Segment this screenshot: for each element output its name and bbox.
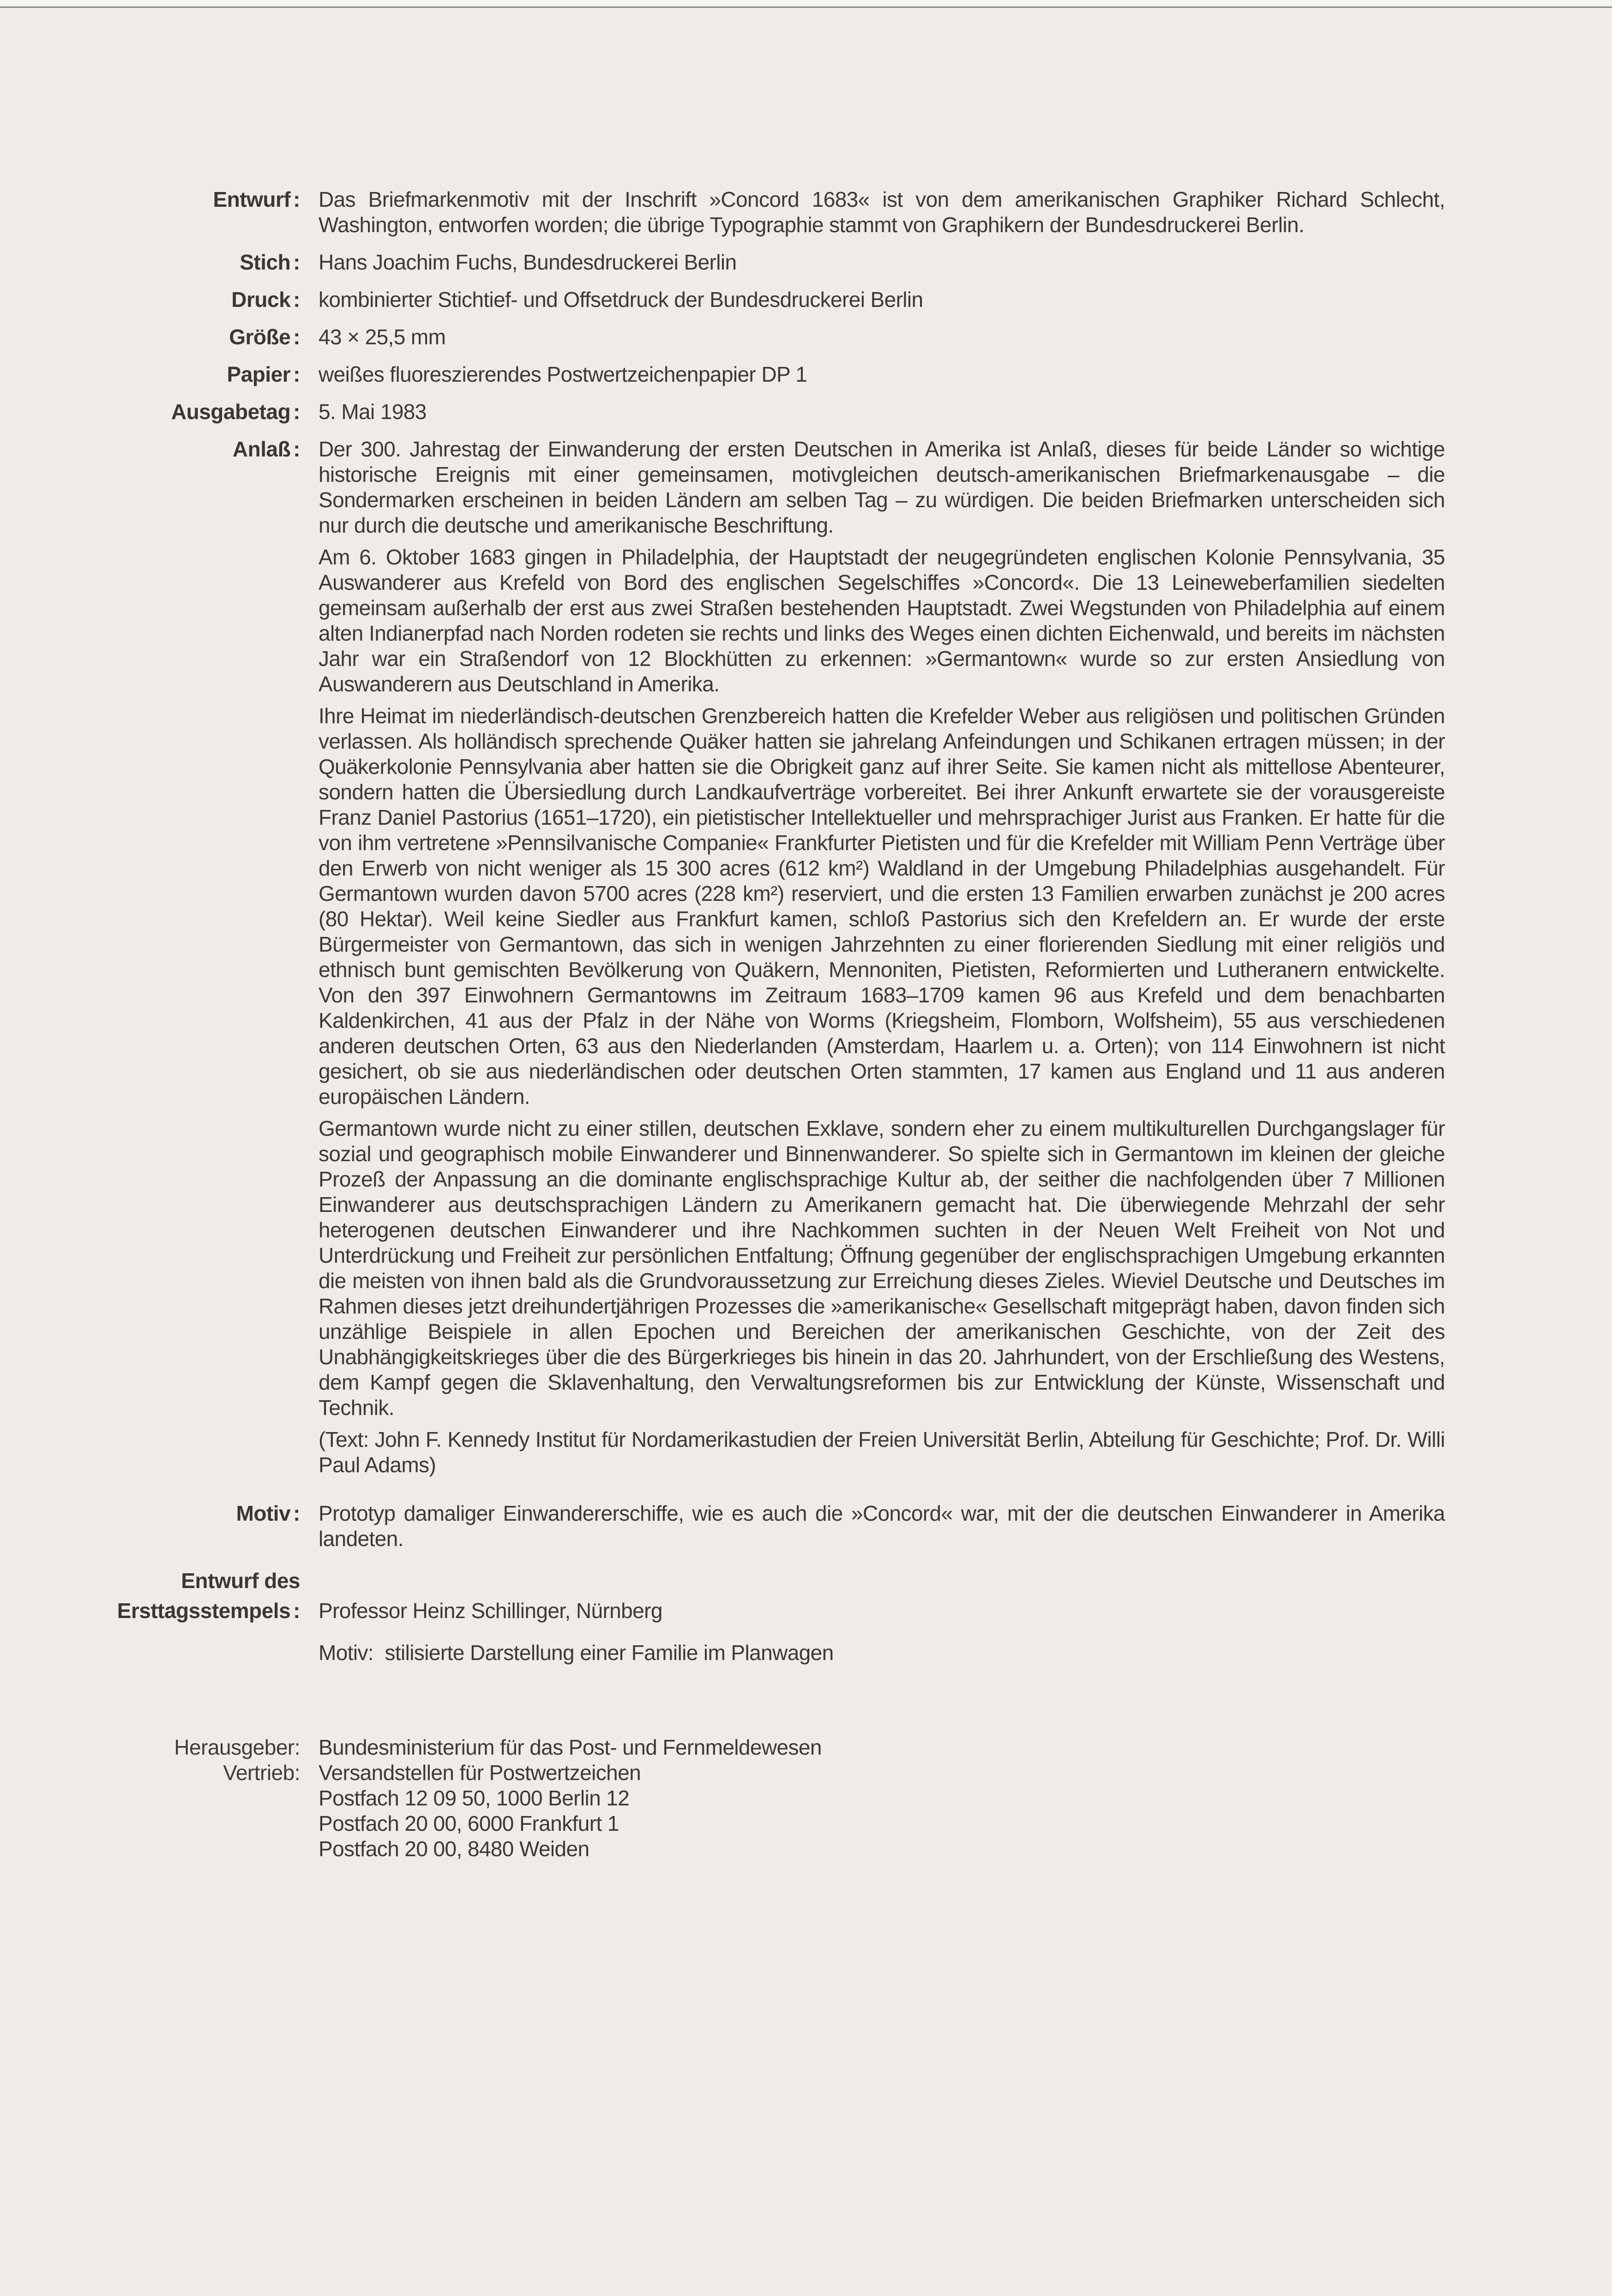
field-label: Druck [231, 288, 291, 312]
address-line: Postfach 12 09 50, 1000 Berlin 12 [319, 1786, 630, 1810]
field-value: Professor Heinz Schillinger, Nürnberg [319, 1599, 662, 1623]
field-stich: Stich : Hans Joachim Fuchs, Bundesdruckerei Berlin [0, 250, 1612, 275]
field-entwurf: Entwurf : Das Briefmarkenmotiv mit der Inschrift »Concord 1683« ist von dem amerikanischen Graphiker Richard Schlecht, Washington, entworfen worden; die übrige Typographie stammt von Graphikern der Bundesdruckerei Berlin. [213, 187, 1445, 237]
field-label: Papier [227, 362, 291, 386]
address-line: Postfach 20 00, 6000 Frankfurt 1 [319, 1811, 619, 1835]
field-value: Hans Joachim Fuchs, Bundesdruckerei Berlin [319, 250, 737, 274]
publisher-label: Herausgeber: [174, 1735, 300, 1759]
field-papier: Papier : weißes fluoreszierendes Postwertzeichenpapier DP 1 [0, 362, 1612, 387]
publisher-value: Bundesministerium für das Post- und Fernmeldewesen [319, 1735, 822, 1759]
publisher-footer [0, 1735, 1612, 1862]
address-line: Versandstellen für Postwertzeichen [319, 1761, 641, 1785]
field-label: Größe [229, 325, 291, 349]
field-value: Motiv: stilisierte Darstellung einer Familie im Planwagen [319, 1641, 834, 1665]
text-source-credit: (Text: John F. Kennedy Institut für Nordamerikastudien der Freien Universität Berlin, Abteilung für Geschichte; Prof. Dr. Willi Paul Adams) [319, 1427, 1445, 1477]
field-label: Anlaß [232, 437, 291, 461]
anlass-paragraph: Der 300. Jahrestag der Einwanderung der ersten Deutschen in Amerika ist Anlaß, dieses für beide Länder so wichtige historische Ereignis mit einer gemeinsamen, motivgleichen deutsch-amerikanischen Briefmarkenausgabe – die Sondermarken erscheinen in beiden Ländern am selben Tag – zu würdigen. Die beiden Briefmarken unterscheiden sich nur durch die deutsche und amerikanische Beschriftung. [319, 437, 1445, 537]
field-value: 5. Mai 1983 [319, 400, 427, 424]
field-value: kombinierter Stichtief- und Offsetdruck der Bundesdruckerei Berlin [319, 288, 923, 312]
field-label: Entwurf [213, 187, 291, 211]
field-label: Motiv [236, 1501, 291, 1525]
field-value: Das Briefmarkenmotiv mit der Inschrift »Concord 1683« ist von dem amerikanischen Graphiker Richard Schlecht, Washington, entworfen worden; die übrige Typographie stammt von Graphikern der Bundesdruckerei Berlin. [319, 187, 1445, 237]
field-ersttagsstempel-label-top [0, 1568, 1612, 1594]
field-ausgabetag: Ausgabetag : 5. Mai 1983 [0, 399, 1612, 425]
field-anlass: Anlaß : Der 300. Jahrestag der Einwanderung der ersten Deutschen in Amerika ist Anlaß, dieses für beide Länder so wichtige historische Ereignis mit einer gemeinsamen, motivgleichen deutsch-amerikanischen Briefmarkenausgabe – die Sondermarken erscheinen in beiden Ländern am selben Tag – zu würdigen. Die beiden Briefmarken unterscheiden sich nur durch die deutsche und amerikanische Beschriftung. Am 6. Oktober 1683 gingen in Philadelphia, der Hauptstadt der neugegründeten englischen Kolonie Pennsylvania, 35 Auswanderer aus Krefeld von Bord des englischen Segelschiffes »Concord«. Die 13 Leineweberfamilien siedelten gemeinsam außerhalb der erst aus zwei Straßen bestehenden Hauptstadt. Zwei Wegstunden von Philadelphia auf einem alten Indianerpfad nach Norden rodeten sie rechts und links des Weges einen dichten Eichenwald, und bereits im nächsten Jahr war ein Straßendorf von 12 Blockhütten zu erkennen: »Germantown« wurde so zur ersten Ansiedlung von Auswanderern aus Deutschland in Amerika. Ihre Heimat im niederländisch-deutschen Grenzbereich hatten die Krefelder Weber aus religiösen und politischen Gründen verlassen. Als holländisch sprechende Quäker hatten sie jahrelang Anfeindungen und Schikanen ertragen müssen; in der Quäkerkolonie Pennsylvania aber hatten sie die Obrigkeit ganz auf ihrer Seite. Sie kamen nicht als mittellose Abenteurer, sondern hatten die Übersiedlung durch Landkaufverträge vorbereitet. Bei ihrer Ankunft erwartete sie der vorausgereiste Franz Daniel Pastorius (1651–1720), ein pietistischer Intellektueller und mehrsprachiger Jurist aus Franken. Er hatte für die von ihm vertretene »Pennsilvanische Companie« Frankfurter Pietisten und für die Krefelder mit William Penn Verträge über den Erwerb von nicht weniger als 15 300 acres (612 km²) Waldland in der Umgebung Philadelphias ausgehandelt. Für Germantown wurden davon 5700 acres (228 km²) reserviert, und die ersten 13 Familien erwarben zunächst je 200 acres (80 Hektar). Weil keine Siedler aus Frankfurt kamen, schloß Pastorius sich den Krefeldern an. Er wurde der erste Bürgermeister von Germantown, das sich in wenigen Jahrzehnten zu einer florierenden Siedlung mit einer religiös und ethnisch bunt gemischten Bevölkerung von Quäkern, Mennoniten, Pietisten, Reformierten und Lutheranern entwickelte. Von den 397 Einwohnern Germantowns im Zeitraum 1683–1709 kamen 96 aus Krefeld und dem benachbarten Kaldenkirchen, 41 aus der Pfalz in der Nähe von Worms (Kriegsheim, Flomborn, Wolfsheim), 55 aus verschiedenen anderen deutschen Orten, 63 aus den Niederlanden (Amsterdam, Haarlem u. a. Orten); von 114 Einwohnern ist nicht gesichert, ob sie aus niederländischen oder deutschen Orten stammten, 17 kamen aus England und 11 aus anderen europäischen Ländern. Germantown wurde nicht zu einer stillen, deutschen Exklave, sondern eher zu einem multikulturellen Durchgangslager für sozial und geographisch mobile Einwanderer und Binnenwanderer. So spielte sich in Germantown im kleinen der gleiche Prozeß der Anpassung an die dominante englischsprachige Kultur ab, der seither die nachfolgenden über 7 Millionen Einwanderer aus deutschsprachigen Ländern zu Amerikanern gemacht hat. Die überwiegende Mehrzahl der sehr heterogenen deutschen Einwanderer und ihre Nachkommen suchten in der Neuen Welt Freiheit von Not und Unterdrückung und Freiheit zur persönlichen Entfaltung; Öffnung gegenüber der englischsprachigen Umgebung erkannten die meisten von ihnen bald als die Grundvoraussetzung zur Erreichung dieses Zieles. Wieviel Deutsche und Deutsches im Rahmen dieses jetzt dreihundertjährigen Prozesses die »amerikanische« Gesellschaft mitgeprägt haben, davon finden sich unzählige Beispiele in allen Epochen und Bereichen der amerikanischen Geschichte, von der Zeit des Unabhängigkeitskrieges über die des Bürgerkrieges bis hinein in das 20. Jahrhundert, von der Erschließung des Westens, dem Kampf gegen die Sklavenhaltung, den Verwaltungsreformen bis zur Entwicklung der Künste, Wissenschaft und Technik. (Text: John F. Kennedy Institut für Nordamerikastudien der Freien Universität Berlin, Abteilung für Geschichte; Prof. Dr. Willi Paul Adams) [0, 437, 1612, 1484]
anlass-paragraph: Ihre Heimat im niederländisch-deutschen Grenzbereich hatten die Krefelder Weber aus religiösen und politischen Gründen verlassen. Als holländisch sprechende Quäker hatten sie jahrelang Anfeindungen und Schikanen ertragen müssen; in der Quäkerkolonie Pennsylvania aber hatten sie die Obrigkeit ganz auf ihrer Seite. Sie kamen nicht als mittellose Abenteurer, sondern hatten die Übersiedlung durch Landkaufverträge vorbereitet. Bei ihrer Ankunft erwartete sie der vorausgereiste Franz Daniel Pastorius (1651–1720), ein pietistischer Intellektueller und mehrsprachiger Jurist aus Franken. Er hatte für die von ihm vertretene »Pennsilvanische Companie« Frankfurter Pietisten und für die Krefelder mit William Penn Verträge über den Erwerb von nicht weniger als 15 300 acres (612 km²) Waldland in der Umgebung Philadelphias ausgehandelt. Für Germantown wurden davon 5700 acres (228 km²) reserviert, und die ersten 13 Familien erwarben zunächst je 200 acres (80 Hektar). Weil keine Siedler aus Frankfurt kamen, schloß Pastorius sich den Krefeldern an. Er wurde der erste Bürgermeister von Germantown, das sich in wenigen Jahrzehnten zu einer florierenden Siedlung mit einer religiös und ethnisch bunt gemischten Bevölkerung von Quäkern, Mennoniten, Pietisten, Reformierten und Lutheranern entwickelte. Von den 397 Einwohnern Germantowns im Zeitraum 1683–1709 kamen 96 aus Krefeld und dem benachbarten Kaldenkirchen, 41 aus der Pfalz in der Nähe von Worms (Kriegsheim, Flomborn, Wolfsheim), 55 aus verschiedenen anderen deutschen Orten, 63 aus den Niederlanden (Amsterdam, Haarlem u. a. Orten); von 114 Einwohnern ist nicht gesichert, ob sie aus niederländischen oder deutschen Orten stammten, 17 kamen aus England und 11 aus anderen europäischen Ländern. [319, 704, 1445, 1109]
distribution-row [0, 1760, 1612, 1862]
field-ersttagsstempel: Ersttagsstempels : Professor Heinz Schillinger, Nürnberg [0, 1598, 1612, 1624]
field-value: weißes fluoreszierendes Postwertzeichenpapier DP 1 [319, 362, 807, 386]
field-label: Ausgabetag [171, 400, 291, 424]
anlass-paragraph: Germantown wurde nicht zu einer stillen, deutschen Exklave, sondern eher zu einem multikulturellen Durchgangslager für sozial und geographisch mobile Einwanderer und Binnenwanderer. So spielte sich in Germantown im kleinen der gleiche Prozeß der Anpassung an die dominante englischsprachige Kultur ab, der seither die nachfolgenden über 7 Millionen Einwanderer aus deutschsprachigen Ländern zu Amerikanern gemacht hat. Die überwiegende Mehrzahl der sehr heterogenen deutschen Einwanderer und ihre Nachkommen suchten in der Neuen Welt Freiheit von Not und Unterdrückung und Freiheit zur persönlichen Entfaltung; Öffnung gegenüber der englischsprachigen Umgebung erkannten die meisten von ihnen bald als die Grundvoraussetzung zur Erreichung dieses Zieles. Wieviel Deutsche und Deutsches im Rahmen dieses jetzt dreihundertjährigen Prozesses die »amerikanische« Gesellschaft mitgeprägt haben, davon finden sich unzählige Beispiele in allen Epochen und Bereichen der amerikanischen Geschichte, von der Zeit des Unabhängigkeitskrieges über die des Bürgerkrieges bis hinein in das 20. Jahrhundert, von der Erschließung des Westens, dem Kampf gegen die Sklavenhaltung, den Verwaltungsreformen bis zur Entwicklung der Künste, Wissenschaft und Technik. [319, 1116, 1445, 1420]
ersttagsstempel-motiv [0, 1640, 1612, 1666]
field-value: 43 × 25,5 mm [319, 325, 446, 349]
field-label: Stich [240, 250, 291, 274]
publisher-row [0, 1735, 1612, 1760]
field-druck: Druck : kombinierter Stichtief- und Offsetdruck der Bundesdruckerei Berlin [0, 287, 1612, 312]
distribution-addresses [319, 1760, 1445, 1862]
anlass-text [319, 437, 1445, 1484]
field-label: Entwurf des [181, 1569, 300, 1593]
address-line: Postfach 20 00, 8480 Weiden [319, 1837, 589, 1861]
field-groesse: Größe : 43 × 25,5 mm [0, 324, 1612, 350]
field-label: Ersttagsstempels [117, 1599, 291, 1623]
field-motiv: Motiv : Prototyp damaliger Einwandererschiffe, wie es auch die »Concord« war, mit der die deutschen Einwanderer in Amerika landeten. [236, 1501, 1445, 1551]
page-top-edge [0, 0, 1612, 8]
distribution-label: Vertrieb: [223, 1761, 300, 1785]
field-value: Prototyp damaliger Einwandererschiffe, wie es auch die »Concord« war, mit der die deutschen Einwanderer in Amerika landeten. [319, 1501, 1445, 1551]
stamp-info-sheet [0, 187, 1612, 1862]
anlass-paragraph: Am 6. Oktober 1683 gingen in Philadelphia, der Hauptstadt der neugegründeten englischen Kolonie Pennsylvania, 35 Auswanderer aus Krefeld von Bord des englischen Segelschiffes »Concord«. Die 13 Leineweberfamilien siedelten gemeinsam außerhalb der erst aus zwei Straßen bestehenden Hauptstadt. Zwei Wegstunden von Philadelphia auf einem alten Indianerpfad nach Norden rodeten sie rechts und links des Weges einen dichten Eichenwald, und bereits im nächsten Jahr war ein Straßendorf von 12 Blockhütten zu erkennen: »Germantown« wurde so zur ersten Ansiedlung von Auswanderern aus Deutschland in Amerika. [319, 545, 1445, 696]
